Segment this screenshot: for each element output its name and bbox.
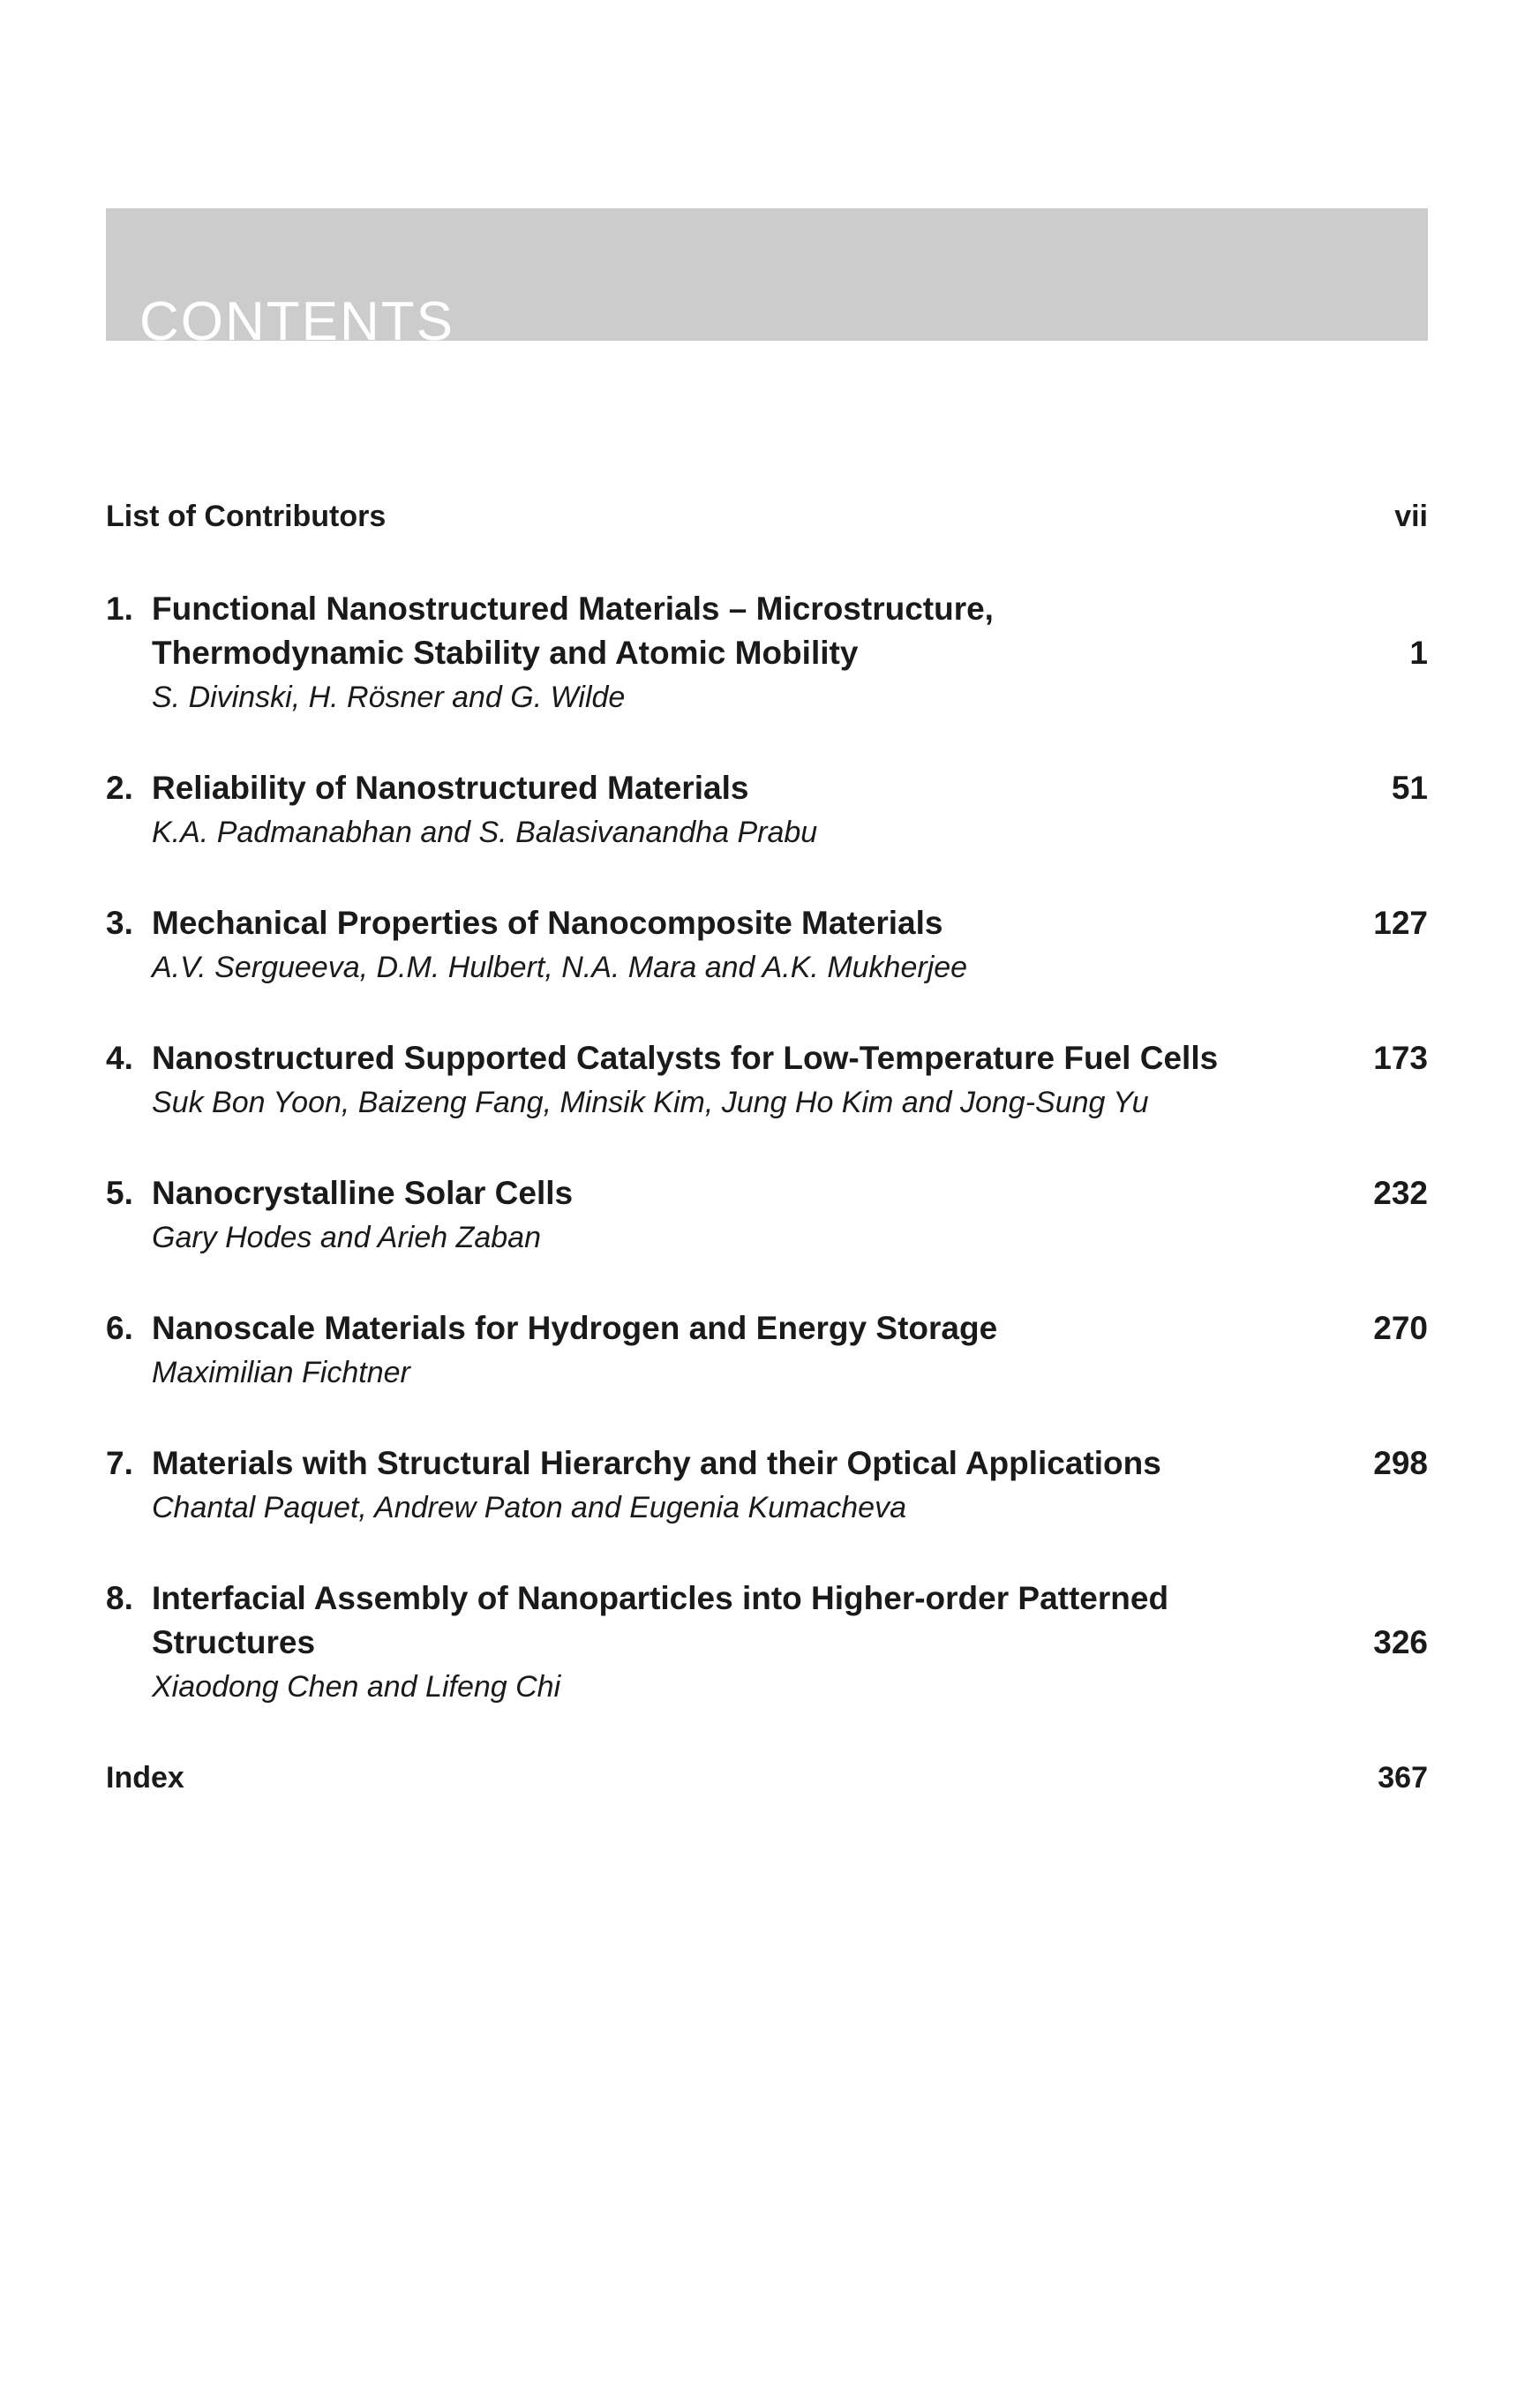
chapter-authors: Suk Bon Yoon, Baizeng Fang, Minsik Kim, Jung Ho Kim and Jong-Sung Yu — [152, 1086, 1149, 1119]
chapter-number: 4. — [106, 1040, 133, 1076]
chapter-number: 6. — [106, 1310, 133, 1346]
toc-page-number: 367 — [1378, 1761, 1428, 1795]
chapter-number: 8. — [106, 1580, 133, 1616]
toc-page-number: 51 — [1391, 770, 1428, 806]
chapter-title — [106, 901, 1322, 945]
chapter-title — [106, 587, 1322, 631]
toc-page-number: 270 — [1373, 1310, 1428, 1346]
chapter-title — [106, 1171, 1322, 1215]
chapter-title — [106, 1441, 1322, 1486]
chapter-title-line: Interfacial Assembly of Nanoparticles into Higher-order Patterned — [152, 1580, 1169, 1616]
toc-entry-chapter-7[interactable] — [106, 1441, 1428, 1528]
toc-entry-chapter-8[interactable] — [106, 1576, 1428, 1707]
toc-entry-chapter-2[interactable] — [106, 766, 1428, 853]
chapter-authors: Maximilian Fichtner — [152, 1356, 410, 1389]
chapter-title-line: Materials with Structural Hierarchy and their Optical Applications — [152, 1445, 1161, 1481]
chapter-title-line: Functional Nanostructured Materials – Microstructure, — [152, 591, 994, 627]
toc-page-number: 326 — [1373, 1624, 1428, 1660]
chapter-authors: A.V. Sergueeva, D.M. Hulbert, N.A. Mara and A.K. Mukherjee — [152, 951, 968, 984]
toc-page-number: 173 — [1373, 1040, 1428, 1076]
chapter-title-line: Mechanical Properties of Nanocomposite Materials — [152, 905, 943, 941]
chapter-title-line: Nanoscale Materials for Hydrogen and Energy Storage — [152, 1310, 998, 1346]
chapter-title — [106, 1576, 1322, 1621]
chapter-title — [106, 1036, 1322, 1080]
chapter-number: 2. — [106, 770, 133, 806]
chapter-number: 3. — [106, 905, 133, 941]
toc-entry-chapter-5[interactable] — [106, 1171, 1428, 1258]
chapter-authors: S. Divinski, H. Rösner and G. Wilde — [152, 681, 626, 714]
toc-entry-chapter-1[interactable] — [106, 587, 1428, 718]
page-title: CONTENTS — [139, 291, 454, 341]
toc-entry-label: List of Contributors — [106, 500, 387, 533]
table-of-contents — [106, 494, 1428, 1800]
chapter-number: 1. — [106, 591, 133, 627]
chapter-authors: Gary Hodes and Arieh Zaban — [152, 1221, 541, 1254]
toc-page-number: vii — [1394, 500, 1428, 533]
chapter-title-line: Nanocrystalline Solar Cells — [152, 1175, 574, 1211]
chapter-title — [106, 1306, 1322, 1351]
toc-entry-list-of-contributors[interactable] — [106, 494, 1428, 538]
toc-entry-chapter-4[interactable] — [106, 1036, 1428, 1123]
toc-entry-chapter-6[interactable] — [106, 1306, 1428, 1393]
toc-page-number: 127 — [1373, 905, 1428, 941]
toc-page-number: 298 — [1373, 1445, 1428, 1481]
chapter-authors: Chantal Paquet, Andrew Paton and Eugenia Kumacheva — [152, 1491, 906, 1524]
chapter-title-line: Structures — [152, 1624, 316, 1660]
toc-page-number: 1 — [1409, 635, 1428, 671]
chapter-number: 7. — [106, 1445, 133, 1481]
toc-entry-chapter-3[interactable] — [106, 901, 1428, 988]
chapter-number: 5. — [106, 1175, 133, 1211]
chapter-authors: Xiaodong Chen and Lifeng Chi — [152, 1670, 561, 1704]
chapter-title-line: Nanostructured Supported Catalysts for Low-Temperature Fuel Cells — [152, 1040, 1219, 1076]
chapter-title-line: Reliability of Nanostructured Materials — [152, 770, 749, 806]
contents-header-band — [106, 208, 1428, 341]
chapter-title-line: Thermodynamic Stability and Atomic Mobility — [152, 635, 859, 671]
toc-entry-index[interactable] — [106, 1756, 1428, 1800]
toc-page-number: 232 — [1373, 1175, 1428, 1211]
chapter-title — [106, 766, 1322, 810]
toc-entry-label: Index — [106, 1761, 184, 1795]
chapter-authors: K.A. Padmanabhan and S. Balasivanandha Prabu — [152, 816, 818, 849]
